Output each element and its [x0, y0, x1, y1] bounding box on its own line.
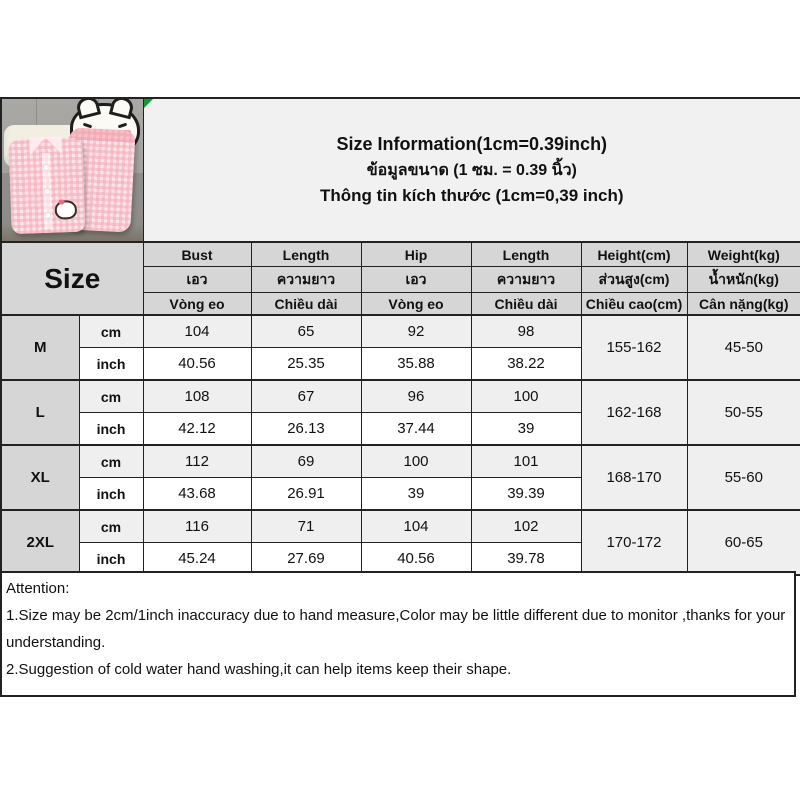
unit-label-cm: cm: [79, 380, 143, 413]
cell-xl-hip-inch: 39: [361, 478, 471, 511]
col-header-length2-vi: Chiều dài: [471, 293, 581, 316]
col-header-hip-en: Hip: [361, 242, 471, 267]
cell-l-bust-inch: 42.12: [143, 413, 251, 446]
cell-xl-length-inch: 26.91: [251, 478, 361, 511]
cell-m-hip-cm: 92: [361, 315, 471, 348]
cell-xl-length2-inch: 39.39: [471, 478, 581, 511]
unit-label-inch: inch: [79, 543, 143, 576]
attention-heading: Attention:: [6, 580, 70, 597]
cell-2xl-length2-cm: 102: [471, 510, 581, 543]
col-header-bust-vi: Vòng eo: [143, 293, 251, 316]
cell-2xl-hip-inch: 40.56: [361, 543, 471, 576]
title-vietnamese: Thông tin kích thước (1cm=0,39 inch): [320, 186, 624, 205]
cell-xl-length-cm: 69: [251, 445, 361, 478]
cell-xl-bust-inch: 43.68: [143, 478, 251, 511]
cell-2xl-hip-cm: 104: [361, 510, 471, 543]
cell-l-height: 162-168: [581, 380, 687, 445]
unit-label-cm: cm: [79, 510, 143, 543]
green-corner-marker-icon: [144, 99, 153, 108]
product-photo-art: [2, 99, 143, 241]
title-cell: [143, 98, 800, 242]
col-header-weight-th: น้ำหนัก(kg): [687, 267, 800, 293]
cell-m-height: 155-162: [581, 315, 687, 380]
unit-label-inch: inch: [79, 413, 143, 446]
col-header-length-en: Length: [251, 242, 361, 267]
col-header-bust-en: Bust: [143, 242, 251, 267]
col-header-hip-th: เอว: [361, 267, 471, 293]
cell-m-bust-cm: 104: [143, 315, 251, 348]
cell-m-length2-cm: 98: [471, 315, 581, 348]
col-header-height-vi: Chiều cao(cm): [581, 293, 687, 316]
cell-2xl-bust-inch: 45.24: [143, 543, 251, 576]
col-header-length-th: ความยาว: [251, 267, 361, 293]
cell-2xl-bust-cm: 116: [143, 510, 251, 543]
title-thai: ข้อมูลขนาด (1 ซม. = 0.39 นิ้ว): [366, 162, 577, 179]
size-header: Size: [1, 242, 143, 315]
size-label-xl: XL: [1, 445, 79, 510]
cell-2xl-length2-inch: 39.78: [471, 543, 581, 576]
unit-label-cm: cm: [79, 315, 143, 348]
unit-label-inch: inch: [79, 348, 143, 381]
hello-kitty-patch: [55, 200, 78, 220]
attention-note-2: 2.Suggestion of cold water hand washing,it can help items keep their shape.: [6, 661, 512, 678]
cell-l-hip-cm: 96: [361, 380, 471, 413]
size-chart-sheet: [0, 97, 800, 576]
cell-m-length-cm: 65: [251, 315, 361, 348]
cell-l-length2-inch: 39: [471, 413, 581, 446]
cell-xl-height: 168-170: [581, 445, 687, 510]
title-english: Size Information(1cm=0.39inch): [336, 134, 608, 154]
size-label-m: M: [1, 315, 79, 380]
unit-label-inch: inch: [79, 478, 143, 511]
cat-plush-eye: [117, 123, 126, 129]
cell-2xl-length-inch: 27.69: [251, 543, 361, 576]
size-table: [0, 97, 800, 576]
cell-xl-hip-cm: 100: [361, 445, 471, 478]
attention-notes: [0, 571, 796, 697]
col-header-length2-th: ความยาว: [471, 267, 581, 293]
size-label-l: L: [1, 380, 79, 445]
cell-xl-bust-cm: 112: [143, 445, 251, 478]
size-label-2xl: 2XL: [1, 510, 79, 575]
attention-note-1: 1.Size may be 2cm/1inch inaccuracy due to hand measure,Color may be little different due to monitor ,thanks for your understanding.: [6, 607, 786, 651]
col-header-hip-vi: Vòng eo: [361, 293, 471, 316]
col-header-weight-en: Weight(kg): [687, 242, 800, 267]
cell-l-length2-cm: 100: [471, 380, 581, 413]
cell-m-bust-inch: 40.56: [143, 348, 251, 381]
col-header-height-th: ส่วนสูง(cm): [581, 267, 687, 293]
col-header-bust-th: เอว: [143, 267, 251, 293]
col-header-weight-vi: Cân nặng(kg): [687, 293, 800, 316]
cell-2xl-weight: 60-65: [687, 510, 800, 575]
pajama-top: [8, 138, 85, 235]
cell-m-length2-inch: 38.22: [471, 348, 581, 381]
unit-label-cm: cm: [79, 445, 143, 478]
cell-l-hip-inch: 37.44: [361, 413, 471, 446]
product-photo: [1, 98, 143, 242]
cell-l-length-cm: 67: [251, 380, 361, 413]
cell-2xl-length-cm: 71: [251, 510, 361, 543]
cell-l-weight: 50-55: [687, 380, 800, 445]
cell-m-length-inch: 25.35: [251, 348, 361, 381]
col-header-length2-en: Length: [471, 242, 581, 267]
col-header-length-vi: Chiều dài: [251, 293, 361, 316]
cell-m-weight: 45-50: [687, 315, 800, 380]
cell-xl-length2-cm: 101: [471, 445, 581, 478]
cell-l-bust-cm: 108: [143, 380, 251, 413]
cell-2xl-height: 170-172: [581, 510, 687, 575]
col-header-height-en: Height(cm): [581, 242, 687, 267]
cell-m-hip-inch: 35.88: [361, 348, 471, 381]
cell-xl-weight: 55-60: [687, 445, 800, 510]
cell-l-length-inch: 26.13: [251, 413, 361, 446]
